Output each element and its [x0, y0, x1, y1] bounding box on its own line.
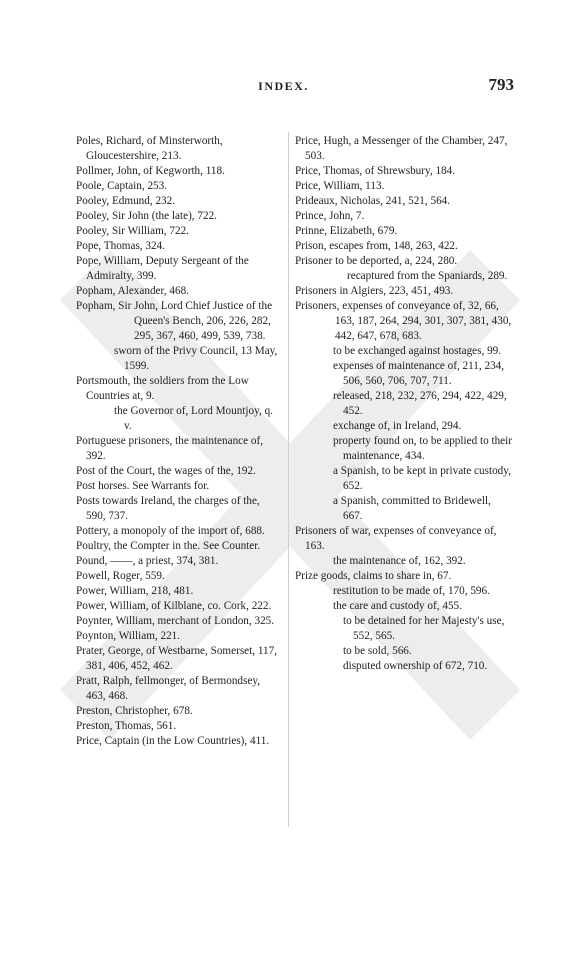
- column-divider: [288, 132, 289, 827]
- index-subentry: expenses of maintenance of, 211, 234, 506, 560, 706, 707, 711.: [333, 360, 505, 387]
- index-entry: Price, William, 113.: [295, 180, 385, 192]
- index-entry: Pottery, a monopoly of the import of, 688.: [76, 525, 265, 537]
- index-subentry: the care and custody of, 455.: [333, 600, 462, 612]
- index-subentry: sworn of the Privy Council, 13 May, 1599.: [114, 345, 278, 372]
- page-number: 793: [488, 75, 514, 94]
- index-entry: Post horses. See Warrants for.: [76, 480, 210, 492]
- index-subentry: released, 218, 232, 276, 294, 422, 429, 452.: [333, 390, 507, 417]
- page-header: [0, 75, 567, 99]
- index-entry: Preston, Christopher, 678.: [76, 705, 193, 717]
- index-entry: Prideaux, Nicholas, 241, 521, 564.: [295, 195, 451, 207]
- index-subentry: property found on, to be applied to their maintenance, 434.: [333, 435, 512, 462]
- index-entry: Portsmouth, the soldiers from the Low Countries at, 9.: [76, 375, 249, 402]
- index-entry: Popham, Sir John, Lord Chief Justice of the Queen's Bench, 206, 226, 282, 295, 367, 460, 499, 539, 738.: [76, 300, 273, 342]
- index-entry: Poole, Captain, 253.: [76, 180, 168, 192]
- index-entry: Pope, Thomas, 324.: [76, 240, 165, 252]
- index-entry: Prater, George, of Westbarne, Somerset, 117, 381, 406, 452, 462.: [76, 645, 278, 672]
- left-column: [76, 134, 281, 749]
- index-entry: Pooley, Sir John (the late), 722.: [76, 210, 217, 222]
- index-entry: Prisoners in Algiers, 223, 451, 493.: [295, 285, 454, 297]
- index-subentry: recaptured from the Spaniards, 289.: [347, 270, 508, 282]
- index-entry: Powell, Roger, 559.: [76, 570, 165, 582]
- index-entry: Poynter, William, merchant of London, 325.: [76, 615, 275, 627]
- index-entry: Post of the Court, the wages of the, 192.: [76, 465, 256, 477]
- index-entry: Pratt, Ralph, fellmonger, of Bermondsey, 463, 468.: [76, 675, 261, 702]
- index-entry: Pooley, Edmund, 232.: [76, 195, 176, 207]
- index-entry: Prisoner to be deported, a, 224, 280.: [295, 255, 458, 267]
- index-entry: Pound, ——, a priest, 374, 381.: [76, 555, 219, 567]
- index-entry: Poultry, the Compter in the. See Counter.: [76, 540, 261, 552]
- index-entry: Price, Thomas, of Shrewsbury, 184.: [295, 165, 456, 177]
- index-entry: Poles, Richard, of Minsterworth, Gloucestershire, 213.: [76, 135, 223, 162]
- index-entry: Posts towards Ireland, the charges of the, 590, 737.: [76, 495, 260, 522]
- index-subentry: restitution to be made of, 170, 596.: [333, 585, 490, 597]
- index-entry: Price, Hugh, a Messenger of the Chamber, 247, 503.: [295, 135, 508, 162]
- page-title: INDEX.: [258, 79, 309, 93]
- index-entry: Pollmer, John, of Kegworth, 118.: [76, 165, 225, 177]
- index-entry: Poynton, William, 221.: [76, 630, 181, 642]
- index-subentry: to be sold, 566.: [343, 645, 412, 657]
- index-subentry: the maintenance of, 162, 392.: [333, 555, 466, 567]
- index-subentry: disputed ownership of 672, 710.: [343, 660, 488, 672]
- index-entry: Preston, Thomas, 561.: [76, 720, 177, 732]
- index-entry: Prisoners, expenses of conveyance of, 32, 66, 163, 187, 264, 294, 301, 307, 381, 430, 442, 647, 678, 683.: [295, 300, 512, 342]
- index-subentry: to be detained for her Majesty's use, 552, 565.: [343, 615, 505, 642]
- index-subentry: a Spanish, to be kept in private custody, 652.: [333, 465, 511, 492]
- index-entry: Prison, escapes from, 148, 263, 422.: [295, 240, 458, 252]
- index-entry: Power, William, of Kilblane, co. Cork, 222.: [76, 600, 272, 612]
- index-entry: Power, William, 218, 481.: [76, 585, 194, 597]
- index-entry: Pope, William, Deputy Sergeant of the Admiralty, 399.: [76, 255, 249, 282]
- index-entry: Price, Captain (in the Low Countries), 411.: [76, 735, 270, 747]
- index-entry: Prince, John, 7.: [295, 210, 365, 222]
- index-subentry: to be exchanged against hostages, 99.: [333, 345, 502, 357]
- index-entry: Popham, Alexander, 468.: [76, 285, 189, 297]
- index-entry: Pooley, Sir William, 722.: [76, 225, 189, 237]
- index-entry: Prinne, Elizabeth, 679.: [295, 225, 398, 237]
- index-subentry: exchange of, in Ireland, 294.: [333, 420, 462, 432]
- index-entry: Prize goods, claims to share in, 67.: [295, 570, 452, 582]
- index-subentry: the Governor of, Lord Mountjoy, q. v.: [114, 405, 273, 432]
- index-subentry: a Spanish, committed to Bridewell, 667.: [333, 495, 491, 522]
- right-column: [295, 134, 513, 674]
- index-entry: Portuguese prisoners, the maintenance of, 392.: [76, 435, 264, 462]
- index-entry: Prisoners of war, expenses of conveyance of, 163.: [295, 525, 497, 552]
